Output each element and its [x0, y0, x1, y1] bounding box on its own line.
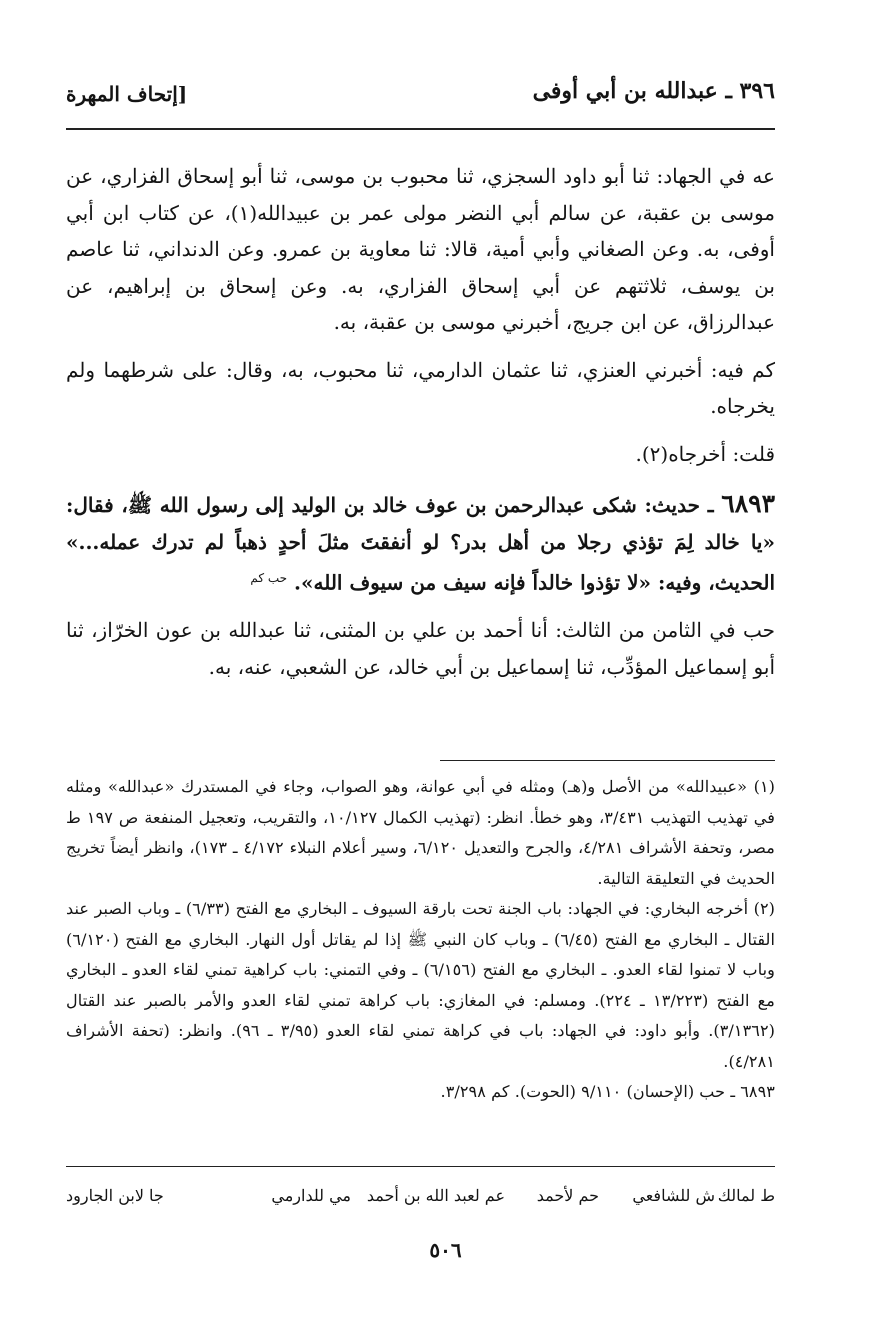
page-number: ٥٠٦	[429, 1238, 462, 1262]
paragraph-ibn-hibban: حب في الثامن من الثالث: أنا أحمد بن علي بن المثنى، ثنا عبدالله بن عون الخرّاز، ثنا أبو إسماعيل المؤدِّب، ثنا إسماعيل بن أبي خالد، عن الشعبي، عنه، به.	[66, 618, 775, 679]
book-title: [إتحاف المهرة	[66, 82, 188, 106]
footnote-separator	[440, 760, 775, 761]
footnote-1: (١) «عبيدالله» من الأصل و(هـ) ومثله في أبي عوانة، وهو الصواب، وجاء في المستدرك «عبدالله» ومثله في تهذيب التهذيب ٣/٤٣١، وهو خطأ. انظر: (تهذيب الكمال ١٠/١٢٧، والتقريب، وتعجيل المنفعة ص ١٩٧ ط مصر، وتحفة الأشراف ٤/٢٨١، والجرح والتعديل ٦/١٢٠، وسير أعلام النبلاء ٤/١٧٢ ـ ١٧٣)، وانظر أيضاً تخريج الحديث في التعليقة التالية.	[66, 777, 775, 888]
hadith-end: .	[294, 570, 301, 595]
paragraph-mustadrak: كم فيه: أخبرني العنزي، ثنا عثمان الدارمي، ثنا محبوب، به، وقال: على شرطهما ولم يخرجاه.	[66, 357, 775, 418]
hadith-entry: ٦٨٩٣ ـ حديث: شكى عبدالرحمن بن عوف خالد بن الوليد إلى رسول الله ﷺ، فقال: «يا خالد لِمَ تؤذي رجلا من أهل بدر؟ لو أنفقتَ مثلَ أحدٍ ذهباً لم تدرك عمله...» الحديث، وفيه: «لا تؤذوا خالداً فإنه سيف من سيوف الله». $^{حب كم}$	[66, 489, 775, 595]
abbr-ibn-jarud: جا لابن الجارود	[66, 1186, 164, 1205]
abbr-abdullah-ahmad: عم لعبد الله بن أحمد	[366, 1186, 505, 1205]
hadith-quote-1: يا خالد لِمَ تؤذي رجلا من أهل بدر؟ لو أنفقتَ مثلَ أحدٍ ذهباً لم تدرك عمله...	[78, 529, 763, 554]
main-text	[66, 158, 775, 685]
abbr-malik: ط لمالك	[717, 1186, 775, 1205]
paragraph-isnad-awana: عه في الجهاد: ثنا أبو داود السجزي، ثنا محبوب بن موسى، ثنا أبو إسحاق الفزاري، عن موسى بن عقبة، عن سالم أبي النضر مولى عمر بن عبيدالله(١)، عن كتاب ابن أبي أوفى، به. وعن الصغاني وأبي أمية، قالا: ثنا معاوية بن عمرو. وعن الدنداني، ثنا عاصم بن يوسف، ثلاثتهم عن أبي إسحاق الفزاري، به. وعن إسحاق بن إبراهيم، عن عبدالرزاق، عن ابن جريج، أخبرني موسى بن عقبة، به.	[66, 164, 775, 334]
running-header	[66, 78, 775, 118]
marginal-source-note: حب كم	[250, 571, 288, 585]
footer-rule	[66, 1166, 775, 1167]
footnotes	[66, 772, 775, 1108]
footnote-2: (٢) أخرجه البخاري: في الجهاد: باب الجنة تحت بارقة السيوف ـ البخاري مع الفتح (٦/٣٣) ـ وباب الصبر عند القتال ـ البخاري مع الفتح (٦/٤٥) ـ وباب كان النبي ﷺ إذا لم يقاتل أول النهار. البخاري مع الفتح (٦/١٢٠) وباب لا تمنوا لقاء العدو. ـ البخاري مع الفتح (٦/١٥٦) ـ وفي التمني: باب كراهية تمني لقاء العدو ـ البخاري مع الفتح (١٣/٢٢٣ ـ ٢٢٤). ومسلم: في المغازي: باب كراهة تمني لقاء العدو والأمر بالصبر عند القتال (٣/١٣٦٢). وأبو داود: في الجهاد: باب في كراهة تمني لقاء العدو (٣/٩٥ ـ ٩٦). وانظر: (تحفة الأشراف ٤/٢٨١).	[66, 899, 775, 1071]
footnote-3: ٦٨٩٣ ـ حب (الإحسان) ٩/١١٠ (الحوت). كم ٣/٢٩٨.	[440, 1082, 775, 1101]
hadith-number: ٦٨٩٣	[721, 489, 775, 518]
hadith-quote-2: لا تؤذوا خالداً فإنه سيف من سيوف الله	[313, 570, 639, 595]
abbr-shafii: ش للشافعي	[632, 1186, 715, 1205]
chapter-title: ٣٩٦ ـ عبدالله بن أبي أوفى	[532, 78, 775, 104]
hadith-continuation: الحديث، وفيه:	[657, 570, 775, 595]
abbr-darimi: مي للدارمي	[271, 1186, 351, 1205]
abbr-ahmad: حم لأحمد	[536, 1186, 599, 1205]
paragraph-author-note: قلت: أخرجاه(٢).	[635, 441, 775, 466]
hadith-intro: ـ حديث: شكى عبدالرحمن بن عوف خالد بن الوليد إلى رسول الله ﷺ، فقال:	[66, 493, 714, 517]
header-rule	[66, 128, 775, 130]
